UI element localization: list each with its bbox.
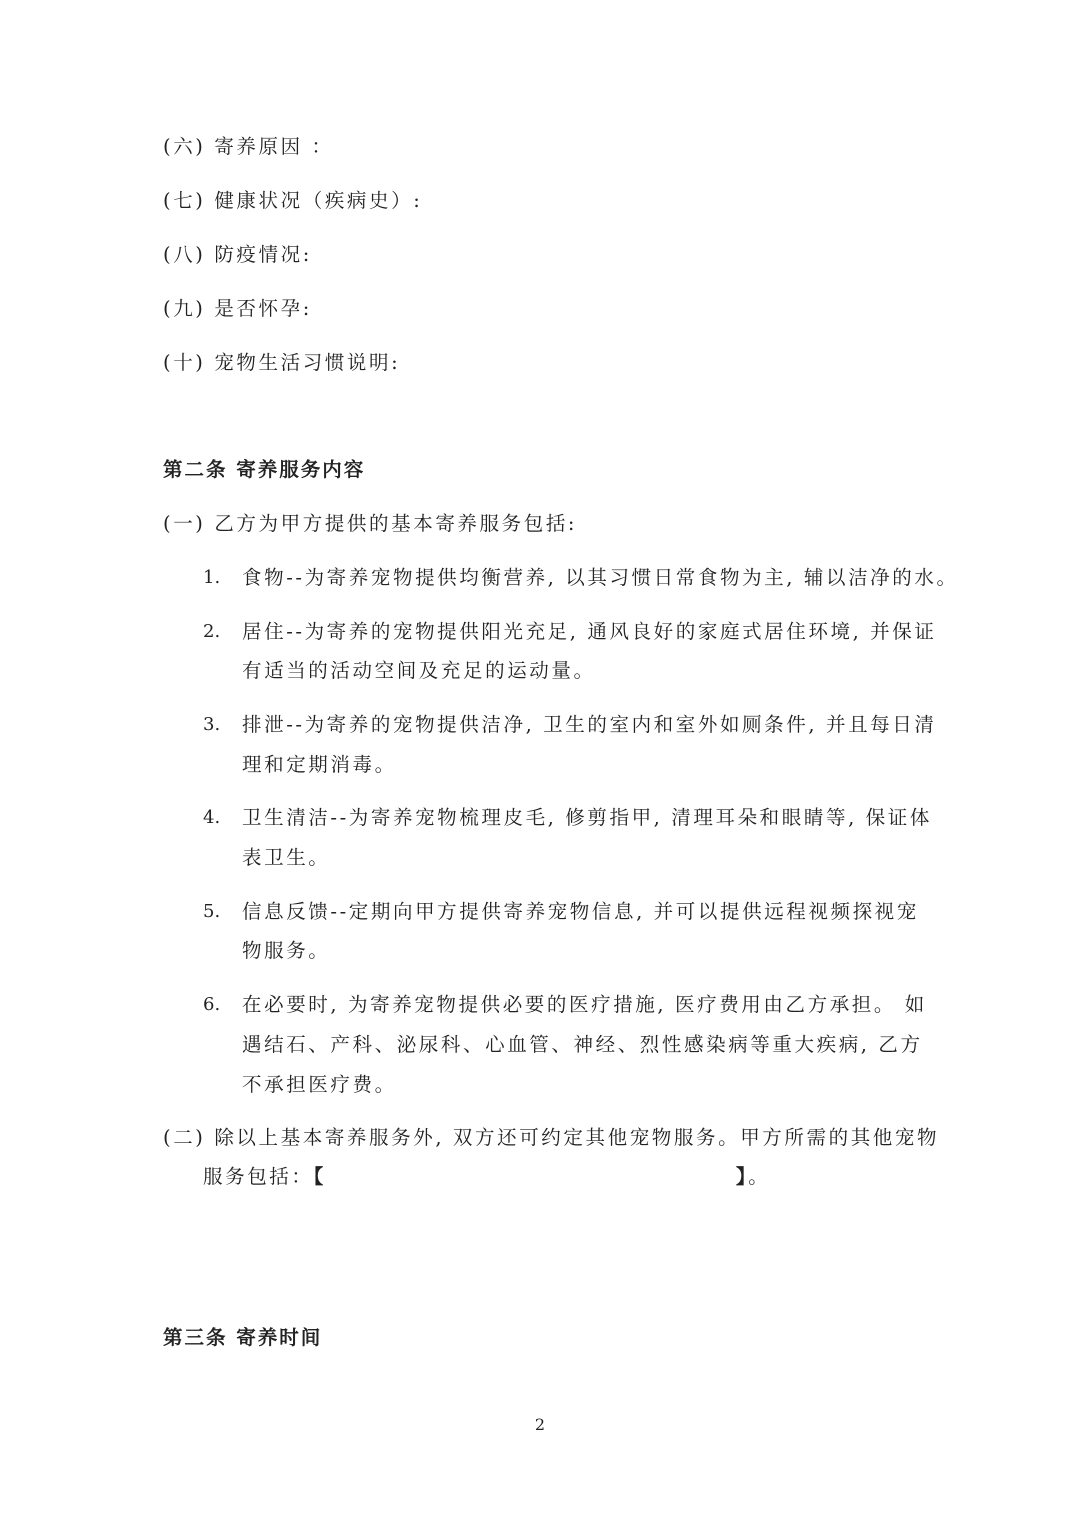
info-item-reason: (六) 寄养原因 ： [163, 135, 334, 158]
item-line: 不承担医疗费。 [242, 1073, 397, 1096]
open-bracket: 【 [313, 1165, 326, 1188]
article3-heading: 第三条 寄养时间 [163, 1326, 323, 1349]
item-number: 4. [203, 807, 221, 828]
item-line: 遇结石、产科、泌尿科、心血管、神经、烈性感染病等重大疾病, 乙方 [242, 1033, 923, 1056]
item-line: 食物--为寄养宠物提供均衡营养, 以其习惯日常食物为主, 辅以洁净的水。 [242, 566, 959, 589]
item-line: 理和定期消毒。 [242, 753, 397, 776]
item-line: 信息反馈--定期向甲方提供寄养宠物信息, 并可以提供远程视频探视宠 [242, 900, 919, 923]
item-line: 排泄--为寄养的宠物提供洁净, 卫生的室内和室外如厕条件, 并且每日清 [242, 713, 937, 736]
close-bracket: 】 [735, 1165, 749, 1188]
article2-intro: (一) 乙方为甲方提供的基本寄养服务包括: [163, 512, 578, 535]
item-number: 5. [203, 901, 221, 922]
item-line: 居住--为寄养的宠物提供阳光充足, 通风良好的家庭式居住环境, 并保证 [242, 620, 937, 643]
item-line: 物服务。 [242, 939, 331, 962]
item-line: 有适当的活动空间及充足的运动量。 [242, 659, 596, 682]
item-line: 卫生清洁--为寄养宠物梳理皮毛, 修剪指甲, 清理耳朵和眼睛等, 保证体 [242, 806, 932, 829]
other-services-text: (二) 除以上基本寄养服务外, 双方还可约定其他宠物服务。甲方所需的其他宠物 [163, 1126, 940, 1149]
info-item-health: (七) 健康状况（疾病史）: [163, 189, 423, 212]
info-item-habits: (十) 宠物生活习惯说明: [163, 351, 401, 374]
info-item-pregnancy: (九) 是否怀孕: [163, 297, 312, 320]
item-number: 3. [203, 714, 221, 735]
page-number: 2 [534, 1415, 546, 1434]
end-mark: 。 [748, 1165, 771, 1188]
item-line: 在必要时, 为寄养宠物提供必要的医疗措施, 医疗费用由乙方承担。 如 [242, 993, 927, 1016]
info-item-vaccination: (八) 防疫情况: [163, 243, 312, 266]
item-number: 2. [203, 621, 221, 642]
item-line: 表卫生。 [242, 846, 331, 869]
item-number: 6. [203, 994, 221, 1015]
item-number: 1. [203, 567, 221, 588]
other-services-fill-line [203, 1167, 770, 1187]
article2-heading: 第二条 寄养服务内容 [163, 458, 366, 481]
other-services-label: 服务包括： [203, 1165, 314, 1188]
